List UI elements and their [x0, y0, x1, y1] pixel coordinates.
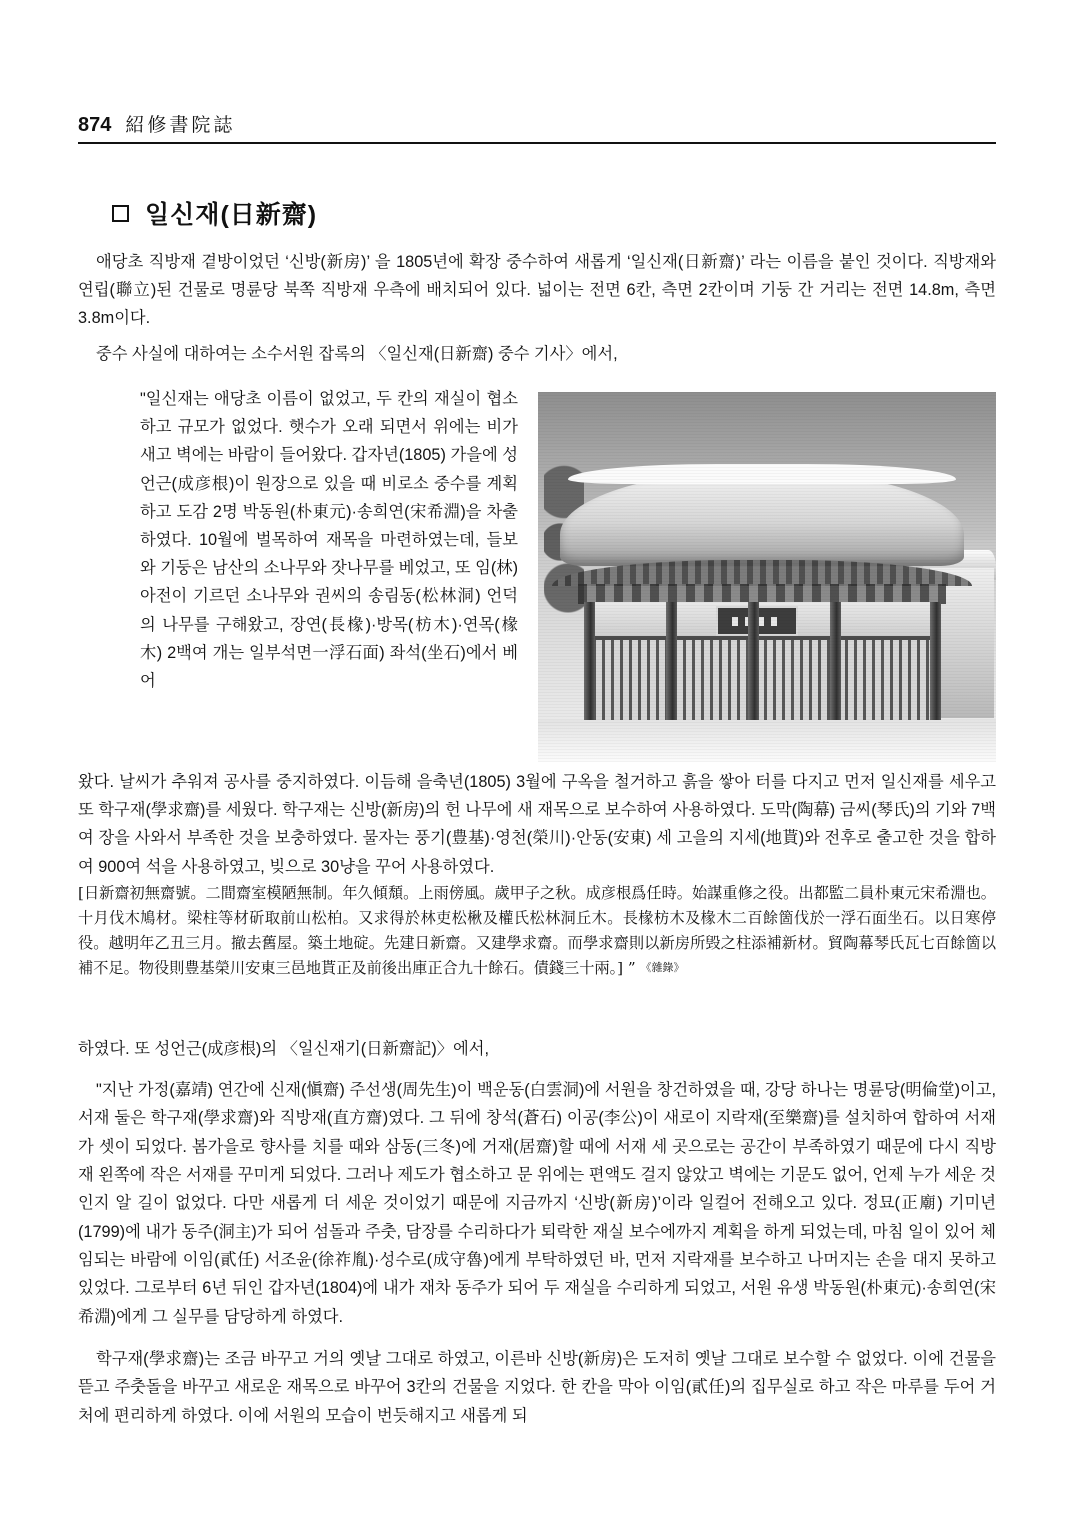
roof-ridge	[568, 464, 956, 484]
pillar	[584, 602, 595, 736]
pillar	[748, 602, 759, 736]
lattice-doors	[584, 636, 940, 730]
quote1-rest-text: 왔다. 날씨가 추워져 공사를 중지하였다. 이듬해 을축년(1805) 3월에 구옥을 철거하고 흙을 쌓아 터를 다지고 먼저 일신재를 세우고 또 학구재(學求齋)를 세웠다. 학구재는 신방(新房)의 헌 나무에 새 재목으로 보수하여 사용하였다. 도막(陶幕) 금씨(琴氏)의 기와 7백여 장을 사와서 부족한 것을 보충하였다. 물자는 풍기(豊基)·영천(榮川)·안동(安東) 세 고을의 지세(地貰)와 전후로 출고한 것을 합하여 900여 석을 사용하였고, 빚으로 30냥을 꾸어 사용하였다.	[78, 773, 996, 876]
lead-in-paragraph-2: 하였다. 또 성언근(成彦根)의 〈일신재기(日新齋記)〉에서,	[78, 1040, 490, 1058]
hanja-quote-text: [日新齋初無齋號。二間齋室模陋無制。年久傾頹。上雨傍風。歲甲子之秋。成彦根爲任時。始謀重修之役。出都監二員朴東元宋希淵也。十月伐木鳩材。梁柱等材斫取前山松柏。又求得於林吏松楸及權氏松林洞丘木。長椽枋木及椽木二百餘箇伐於一浮石面坐石。以日寒停役。越明年乙丑三月。撤去舊屋。築土地碇。先建日新齋。又建學求齋。而學求齋則以新房所毁之柱添補新材。貿陶幕琴氏瓦七百餘箇以補不足。物役則豊基榮川安東三邑地貰正及前後出庫正合九十餘石。債錢三十兩。]	[78, 883, 996, 978]
photo-canvas	[538, 392, 996, 762]
quote-zone	[78, 385, 996, 982]
book-title: 紹修書院誌	[125, 114, 236, 136]
snow-ground	[538, 720, 996, 762]
hanja-quote-closing: ”	[627, 959, 641, 978]
ilsinjae-hall-winter-photo	[538, 392, 996, 762]
pillar	[930, 602, 941, 736]
header-divider	[78, 142, 996, 144]
hanja-quote-source: 《雜錄》	[640, 961, 685, 975]
pillar	[830, 602, 841, 736]
pillar	[666, 602, 677, 736]
page-header	[78, 110, 996, 144]
page-number: 874	[78, 114, 112, 136]
quote2-paragraph-1: "지난 가정(嘉靖) 연간에 신재(愼齋) 주선생(周先生)이 백운동(白雲洞)에 서원을 창건하였을 때, 강당 하나는 명륜당(明倫堂)이고, 서재 둘은 학구재(學求齋)와 직방재(直方齋)였다. 그 뒤에 창석(蒼石) 이공(李公)이 새로이 지락재(至樂齋)를 설치하여 합하여 서재가 셋이 되었다. 봄가을로 향사를 치를 때와 삼동(三冬)에 거재(居齋)할 때에 서재 세 곳으로는 공간이 부족하였기 때문에 다시 직방재 왼쪽에 작은 서재를 꾸미게 되었다. 그러나 제도가 협소하고 문 위에는 편액도 걸지 않았고 벽에는 기문도 없어, 언제 누가 세운 것인지 알 길이 없었다. 다만 새롭게 더 세운 것이었기 때문에 지금까지 ‘신방(新房)’이라 일컬어 전해오고 있다. 정묘(正廟) 기미년(1799)에 내가 동주(洞主)가 되어 섬돌과 주춧, 담장를 수리하다가 퇴락한 재실 보수에까지 계획을 하게 되었는데, 마침 일이 있어 체임되는 바람에 이임(貳任) 서조윤(徐祚胤)·성수로(成守魯)에게 부탁하였던 바, 먼저 지락재를 보수하고 나머지는 손을 대지 못하고 있었다. 그로부터 6년 뒤인 갑자년(1804)에 내가 재차 동주가 되어 두 재실을 수리하게 되었고, 서원 유생 박동원(朴東元)·송희연(宋希淵)에게 그 실무를 담당하게 하였다.	[78, 1081, 996, 1326]
section-title: 일신재(日新齋)	[145, 201, 318, 229]
section-heading	[112, 195, 317, 231]
intro-paragraph-2: 중수 사실에 대하여는 소수서원 잡록의 〈일신재(日新齋) 중수 기사〉에서,	[96, 345, 618, 363]
intro-paragraph-1: 애당초 직방재 곁방이었던 ‘신방(新房)’ 을 1805년에 확장 중수하여 새롭게 ‘일신재(日新齋)’ 라는 이름을 붙인 것이다. 직방재와 연립(聯立)된 건물로 명륜당 북쪽 직방재 우측에 배치되어 있다. 넓이는 전면 6칸, 측면 2칸이며 기둥 간 거리는 전면 14.8m, 측면 3.8m이다.	[78, 253, 996, 328]
header-line	[78, 110, 996, 137]
quote2-paragraph-2: 학구재(學求齋)는 조금 바꾸고 거의 옛날 그대로 하였고, 이른바 신방(新房)은 도저히 옛날 그대로 보수할 수 없었다. 이에 건물을 뜯고 주춧돌을 바꾸고 새로운 재목으로 바꾸어 3칸의 건물을 지었다. 한 칸을 막아 이임(貳任)의 집무실로 하고 작은 마루를 두어 거처에 편리하게 하였다. 이에 서원의 모습이 번듯해지고 새롭게 되	[78, 1350, 996, 1425]
hanja-quote-block	[78, 881, 996, 982]
square-bullet-icon	[112, 205, 129, 222]
quote1-wrapped-text: "일신재는 애당초 이름이 없었고, 두 칸의 재실이 협소하고 규모가 없었다. 햇수가 오래 되면서 위에는 비가 새고 벽에는 바람이 들어왔다. 갑자년(1805) 가을에 성언근(成彦根)이 원장으로 있을 때 비로소 중수를 계획하고 도감 2명 박동원(朴東元)·송희연(宋希淵)을 차출하였다. 10월에 벌목하여 재목을 마련하였는데, 들보와 기둥은 남산의 소나무와 잣나무를 베었고, 또 임(林) 아전이 기르던 소나무와 권씨의 송림동(松林洞) 언덕의 나무를 구해왔고, 장연(長椽)·방목(枋木)·연목(椽木) 2백여 개는 일부석면一浮石面) 좌석(坐石)에서 베어	[140, 390, 518, 690]
bracket-band	[578, 584, 946, 604]
